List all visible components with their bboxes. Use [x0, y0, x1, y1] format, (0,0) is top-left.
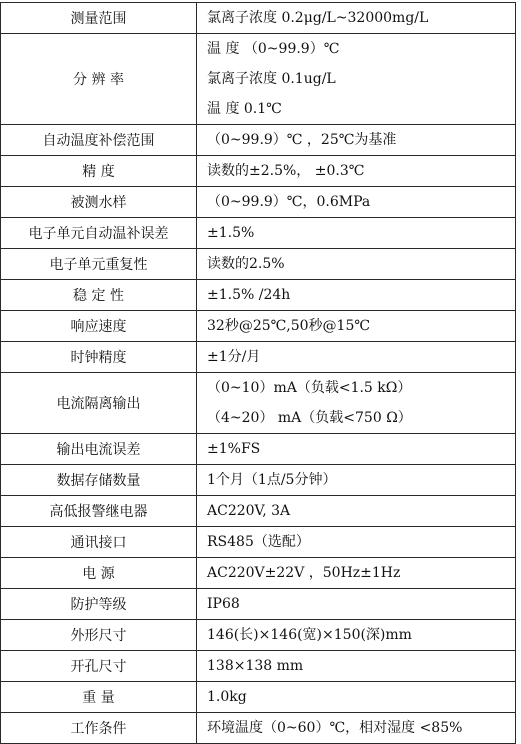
spec-value-line: （0~99.9）℃，0.6MPa	[207, 194, 371, 210]
spec-value	[197, 218, 516, 249]
spec-value-line: ±1分/月	[207, 349, 261, 365]
spec-label: 测量范围	[1, 3, 197, 34]
spec-value	[197, 187, 516, 218]
spec-label: 高低报警继电器	[1, 496, 197, 527]
spec-table-body	[1, 3, 516, 744]
spec-value-line: ±1%FS	[207, 441, 261, 457]
spec-label: 外形尺寸	[1, 620, 197, 651]
table-row	[1, 342, 516, 373]
spec-value	[197, 558, 516, 589]
table-row	[1, 34, 516, 125]
spec-label: 工作条件	[1, 713, 197, 744]
spec-label: 电子单元自动温补误差	[1, 218, 197, 249]
spec-value-line: （0~10）mA（负载<1.5 kΩ）	[207, 380, 412, 396]
spec-value-line: 146(长)×146(宽)×150(深)mm	[207, 627, 412, 643]
spec-label: 自动温度补偿范围	[1, 125, 197, 156]
spec-value-line: 1个月（1点/5分钟）	[207, 472, 337, 488]
spec-label: 电 源	[1, 558, 197, 589]
table-row	[1, 682, 516, 713]
spec-label: 稳 定 性	[1, 280, 197, 311]
table-row	[1, 156, 516, 187]
spec-value-line: ±1.5% /24h	[207, 287, 291, 303]
spec-label: 开孔尺寸	[1, 651, 197, 682]
spec-value-line: （4~20） mA（负载<750 Ω）	[207, 410, 412, 426]
spec-value-line: 氯离子浓度 0.1ug/L	[207, 71, 336, 87]
spec-label: 输出电流误差	[1, 434, 197, 465]
spec-value-line: IP68	[207, 596, 240, 612]
spec-label: 分 辨 率	[1, 34, 197, 125]
spec-value-line: 氯离子浓度 0.2μg/L~32000mg/L	[207, 10, 429, 26]
spec-value-line: 温 度 0.1℃	[207, 101, 282, 117]
spec-label: 重 量	[1, 682, 197, 713]
table-row	[1, 187, 516, 218]
spec-value	[197, 527, 516, 558]
spec-value	[197, 496, 516, 527]
spec-label: 精 度	[1, 156, 197, 187]
spec-value	[197, 342, 516, 373]
spec-value	[197, 280, 516, 311]
spec-value-line: 读数的±2.5%， ±0.3℃	[207, 163, 365, 179]
spec-value	[197, 682, 516, 713]
spec-value	[197, 156, 516, 187]
spec-value	[197, 373, 516, 434]
table-row	[1, 434, 516, 465]
table-row	[1, 496, 516, 527]
table-row	[1, 249, 516, 280]
spec-value-line: 138×138 mm	[207, 658, 304, 674]
table-row	[1, 589, 516, 620]
spec-value-line: RS485（选配）	[207, 534, 310, 550]
spec-value	[197, 34, 516, 125]
spec-value-line: 读数的2.5%	[207, 256, 285, 272]
table-row	[1, 373, 516, 434]
spec-value	[197, 651, 516, 682]
spec-value	[197, 620, 516, 651]
spec-label: 时钟精度	[1, 342, 197, 373]
spec-value-line: （0~99.9）℃ ，25℃为基准	[207, 132, 397, 148]
table-row	[1, 125, 516, 156]
spec-value	[197, 434, 516, 465]
spec-label: 数据存储数量	[1, 465, 197, 496]
spec-value	[197, 249, 516, 280]
spec-value-line: 温 度 （0~99.9）℃	[207, 41, 340, 57]
table-row	[1, 218, 516, 249]
spec-label: 电流隔离输出	[1, 373, 197, 434]
spec-value	[197, 3, 516, 34]
spec-value	[197, 589, 516, 620]
table-row	[1, 558, 516, 589]
spec-label: 电子单元重复性	[1, 249, 197, 280]
table-row	[1, 3, 516, 34]
spec-value-line: AC220V, 3A	[207, 503, 291, 519]
spec-value	[197, 311, 516, 342]
spec-label: 防护等级	[1, 589, 197, 620]
table-row	[1, 713, 516, 744]
table-row	[1, 280, 516, 311]
table-row	[1, 651, 516, 682]
spec-value-line: 环境温度（0~60）℃，相对湿度 <85%	[207, 720, 463, 736]
spec-value-line: 32秒@25℃,50秒@15℃	[207, 318, 371, 334]
spec-value	[197, 125, 516, 156]
spec-value-line: AC220V±22V ，50Hz±1Hz	[207, 565, 401, 581]
table-row	[1, 465, 516, 496]
spec-table	[0, 2, 516, 744]
spec-value-line: ±1.5%	[207, 225, 255, 241]
spec-label: 响应速度	[1, 311, 197, 342]
spec-value-line: 1.0kg	[207, 689, 247, 705]
spec-value	[197, 465, 516, 496]
spec-label: 被测水样	[1, 187, 197, 218]
table-row	[1, 620, 516, 651]
table-row	[1, 311, 516, 342]
spec-value	[197, 713, 516, 744]
spec-label: 通讯接口	[1, 527, 197, 558]
table-row	[1, 527, 516, 558]
